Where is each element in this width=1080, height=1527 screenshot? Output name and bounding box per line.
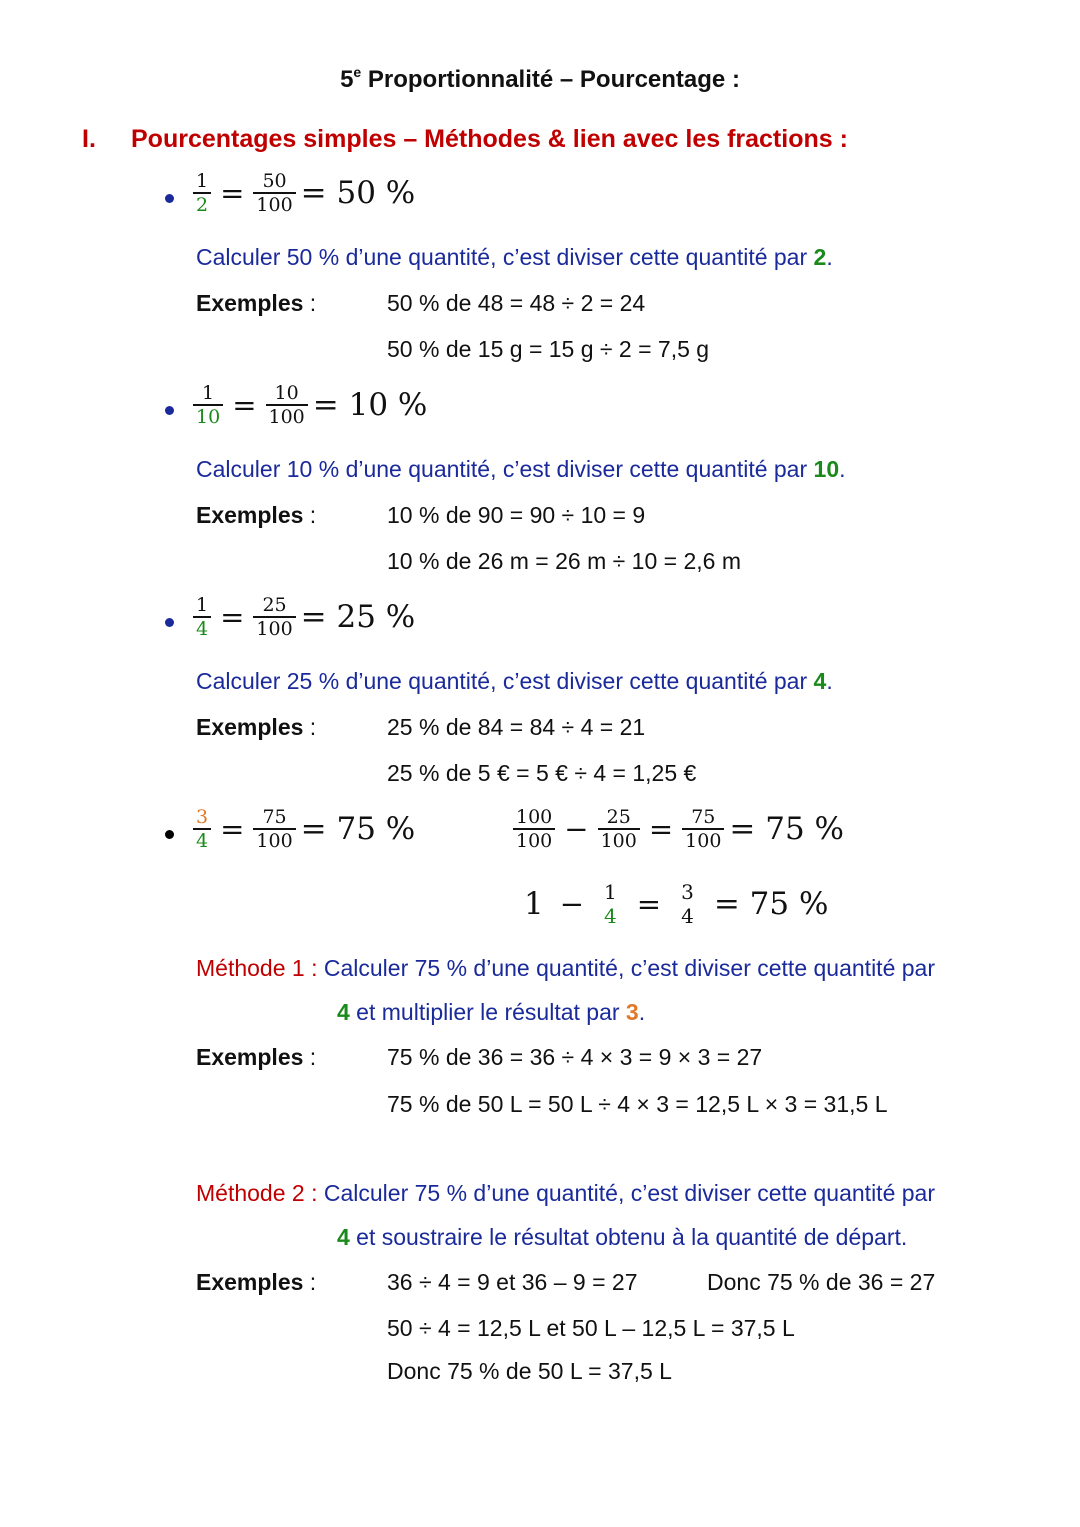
bullet-icon [165, 406, 174, 415]
example-line: Donc 75 % de 50 L = 37,5 L [387, 1358, 672, 1384]
section-number: I. [82, 125, 96, 153]
example-line-conclusion: Donc 75 % de 36 = 27 [707, 1269, 936, 1295]
formula-75: $\frac{3}{4}$ = $\frac{75}{100}$ = 75 % [190, 806, 415, 852]
method-2-line2: 4 et soustraire le résultat obtenu à la quantité de départ. [337, 1224, 908, 1250]
section-title: Pourcentages simples – Méthodes & lien avec les fractions : [131, 125, 848, 153]
rule-25: Calculer 25 % d’une quantité, c’est diviser cette quantité par 4. [196, 668, 833, 694]
rule-50: Calculer 50 % d’une quantité, c’est diviser cette quantité par 2. [196, 244, 833, 270]
bullet-icon [165, 830, 174, 839]
example-line: 50 % de 48 = 48 ÷ 2 = 24 [387, 290, 646, 316]
page-title: 5e Proportionnalité – Pourcentage : [340, 64, 740, 93]
examples-label: Exemples : [196, 290, 317, 316]
formula-50: $\frac{1}{2}$ = $\frac{50}{100}$ = 50 % [190, 170, 415, 216]
example-line: 50 % de 15 g = 15 g ÷ 2 = 7,5 g [387, 336, 710, 362]
rule-10: Calculer 10 % d’une quantité, c’est diviser cette quantité par 10. [196, 456, 846, 482]
formula-25: $\frac{1}{4}$ = $\frac{25}{100}$ = 25 % [190, 594, 415, 640]
example-line: 10 % de 90 = 90 ÷ 10 = 9 [387, 502, 646, 528]
examples-label: Exemples : [196, 1044, 317, 1070]
formula-75-alt2: 1 − 1 4 = 3 4 = 75 % [524, 880, 829, 928]
examples-label: Exemples : [196, 502, 317, 528]
examples-label: Exemples : [196, 1269, 317, 1295]
examples-label: Exemples : [196, 714, 317, 740]
formula-75-alt1: $\frac{100}{100}$ − $\frac{25}{100}$ = $\frac{75}{100}$ = 75 % [510, 806, 844, 852]
example-line: 75 % de 36 = 36 ÷ 4 × 3 = 9 × 3 = 27 [387, 1044, 763, 1070]
method-1-line1: Méthode 1 : Calculer 75 % d’une quantité, c’est diviser cette quantité par [196, 955, 935, 981]
method-1-line2: 4 et multiplier le résultat par 3. [337, 999, 646, 1025]
bullet-icon [165, 618, 174, 627]
example-line: 75 % de 50 L = 50 L ÷ 4 × 3 = 12,5 L × 3 = 31,5 L [387, 1091, 888, 1117]
example-line: 25 % de 84 = 84 ÷ 4 = 21 [387, 714, 646, 740]
example-line: 25 % de 5 € = 5 € ÷ 4 = 1,25 € [387, 760, 697, 786]
example-line: 10 % de 26 m = 26 m ÷ 10 = 2,6 m [387, 548, 741, 574]
example-line: 50 ÷ 4 = 12,5 L et 50 L – 12,5 L = 37,5 L [387, 1315, 795, 1341]
bullet-icon [165, 194, 174, 203]
formula-10: $\frac{1}{10}$ = $\frac{10}{100}$ = 10 % [190, 382, 427, 428]
example-line: 36 ÷ 4 = 9 et 36 – 9 = 27 [387, 1269, 638, 1295]
method-2-line1: Méthode 2 : Calculer 75 % d’une quantité, c’est diviser cette quantité par [196, 1180, 935, 1206]
